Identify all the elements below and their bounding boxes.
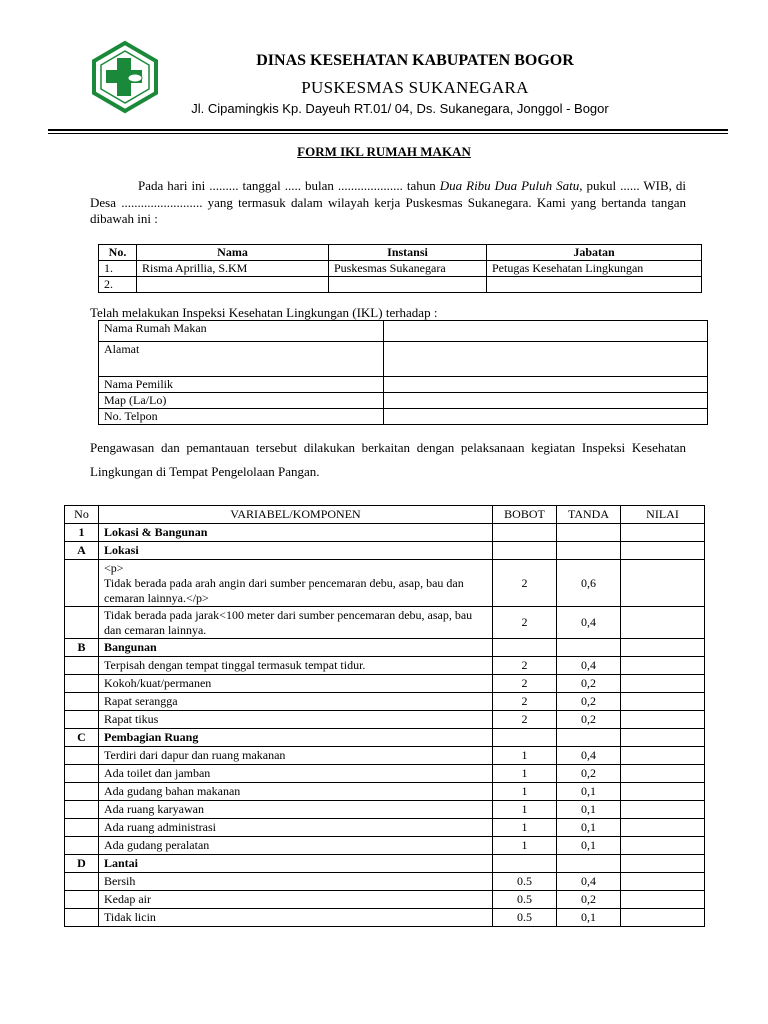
row-label: Lokasi	[99, 542, 493, 560]
table-row	[65, 639, 705, 657]
row-mark: 0,2	[557, 891, 621, 909]
table-row	[65, 607, 705, 639]
row-number: D	[65, 855, 99, 873]
cell	[329, 277, 487, 293]
row-weight	[493, 639, 557, 657]
row-weight	[493, 855, 557, 873]
row-number	[65, 693, 99, 711]
row-label: Tidak licin	[99, 909, 493, 927]
row-weight: 1	[493, 765, 557, 783]
row-mark	[557, 542, 621, 560]
row-weight: 1	[493, 783, 557, 801]
header-cell: No.	[99, 245, 137, 261]
table-row	[99, 409, 708, 425]
row-label: Ada gudang bahan makanan	[99, 783, 493, 801]
row-mark: 0,1	[557, 837, 621, 855]
row-weight: 2	[493, 657, 557, 675]
row-weight: 2	[493, 711, 557, 729]
clinic-address: Jl. Cipamingkis Kp. Dayeuh RT.01/ 04, Ds. Sukanegara, Jonggol - Bogor	[191, 101, 609, 116]
table-row	[99, 342, 708, 377]
field-value	[384, 393, 708, 409]
row-label: Terdiri dari dapur dan ruang makanan	[99, 747, 493, 765]
cell: Puskesmas Sukanegara	[329, 261, 487, 277]
field-value	[384, 321, 708, 342]
table-row	[65, 675, 705, 693]
row-weight: 2	[493, 675, 557, 693]
cell: Risma Aprillia, S.KM	[137, 261, 329, 277]
cell: 2.	[99, 277, 137, 293]
row-label: Ada gudang peralatan	[99, 837, 493, 855]
row-weight: 1	[493, 837, 557, 855]
cell	[137, 277, 329, 293]
table-row	[65, 711, 705, 729]
row-weight: 0.5	[493, 909, 557, 927]
table-row	[65, 747, 705, 765]
header-cell: NILAI	[621, 506, 705, 524]
row-number	[65, 801, 99, 819]
row-score	[621, 855, 705, 873]
row-mark: 0,1	[557, 909, 621, 927]
subject-table	[98, 320, 708, 425]
row-weight: 2	[493, 607, 557, 639]
row-score	[621, 639, 705, 657]
field-value	[384, 377, 708, 393]
row-score	[621, 891, 705, 909]
row-label: Ada ruang administrasi	[99, 819, 493, 837]
row-mark: 0,4	[557, 607, 621, 639]
header-cell: TANDA	[557, 506, 621, 524]
row-score	[621, 675, 705, 693]
row-weight: 1	[493, 801, 557, 819]
row-label: <p> Tidak berada pada arah angin dari sumber pencemaran debu, asap, bau dan cemaran lainnya.</p>	[99, 560, 493, 607]
row-label: Lantai	[99, 855, 493, 873]
row-number: A	[65, 542, 99, 560]
row-number	[65, 909, 99, 927]
table-row	[65, 837, 705, 855]
row-mark: 0,1	[557, 783, 621, 801]
row-number: C	[65, 729, 99, 747]
row-mark: 0,1	[557, 801, 621, 819]
row-score	[621, 711, 705, 729]
officers-header-row	[99, 245, 702, 261]
row-score	[621, 524, 705, 542]
table-row	[65, 909, 705, 927]
row-mark: 0,2	[557, 765, 621, 783]
cell	[487, 277, 702, 293]
row-number	[65, 819, 99, 837]
row-mark: 0,1	[557, 819, 621, 837]
officers-table	[98, 244, 702, 293]
header-cell: Nama	[137, 245, 329, 261]
intro-paragraph: Pada hari ini ......... tanggal ..... bulan .................... tahun Dua Ribu Dua Puluh Satu, pukul ...... WIB, di Desa ......................... yang termasuk dalam wilayah kerja Puskesmas Sukanegara. Kami yang bertanda tangan dibawah ini :	[90, 178, 686, 226]
table-row	[65, 729, 705, 747]
row-label: Bersih	[99, 873, 493, 891]
agency-name: DINAS KESEHATAN KABUPATEN BOGOR	[256, 52, 574, 69]
row-weight: 1	[493, 747, 557, 765]
cell: Petugas Kesehatan Lingkungan	[487, 261, 702, 277]
clinic-name: PUSKESMAS SUKANEGARA	[301, 78, 529, 97]
row-score	[621, 560, 705, 607]
row-number	[65, 783, 99, 801]
row-weight: 0.5	[493, 873, 557, 891]
table-row	[65, 783, 705, 801]
row-mark	[557, 524, 621, 542]
row-score	[621, 909, 705, 927]
table-row	[65, 891, 705, 909]
header-cell: Jabatan	[487, 245, 702, 261]
row-number	[65, 837, 99, 855]
inspection-intro: Telah melakukan Inspeksi Kesehatan Lingkungan (IKL) terhadap :	[90, 305, 438, 320]
row-score	[621, 693, 705, 711]
row-number	[65, 560, 99, 607]
table-row	[99, 321, 708, 342]
form-title: FORM IKL RUMAH MAKAN	[297, 144, 471, 159]
row-label: Kedap air	[99, 891, 493, 909]
row-score	[621, 657, 705, 675]
header-cell: Instansi	[329, 245, 487, 261]
row-mark: 0,6	[557, 560, 621, 607]
row-number	[65, 891, 99, 909]
table-row	[65, 542, 705, 560]
table-row	[65, 657, 705, 675]
table-row	[65, 693, 705, 711]
row-label: Kokoh/kuat/permanen	[99, 675, 493, 693]
purpose-paragraph: Pengawasan dan pemantauan tersebut dilakukan berkaitan dengan pelaksanaan kegiatan Inspeksi Kesehatan Lingkungan di Tempat Pengelolaan Pangan.	[90, 440, 686, 479]
checklist-header-row	[65, 506, 705, 524]
row-weight: 2	[493, 560, 557, 607]
field-value	[384, 409, 708, 425]
table-row	[99, 277, 702, 293]
field-label: Map (La/Lo)	[99, 393, 384, 409]
row-score	[621, 819, 705, 837]
checklist-table	[64, 505, 705, 927]
row-score	[621, 747, 705, 765]
table-row	[65, 873, 705, 891]
row-mark: 0,2	[557, 711, 621, 729]
header-cell: VARIABEL/KOMPONEN	[99, 506, 493, 524]
row-label: Lokasi & Bangunan	[99, 524, 493, 542]
row-label: Ada ruang karyawan	[99, 801, 493, 819]
row-mark: 0,2	[557, 675, 621, 693]
row-label: Rapat tikus	[99, 711, 493, 729]
row-number	[65, 607, 99, 639]
field-label: No. Telpon	[99, 409, 384, 425]
row-mark: 0,2	[557, 693, 621, 711]
row-weight	[493, 729, 557, 747]
header-divider-thin	[48, 133, 728, 134]
table-row	[65, 765, 705, 783]
row-score	[621, 801, 705, 819]
row-number	[65, 747, 99, 765]
table-row	[65, 819, 705, 837]
row-score	[621, 765, 705, 783]
table-row	[99, 261, 702, 277]
row-number: B	[65, 639, 99, 657]
row-score	[621, 607, 705, 639]
header-cell: BOBOT	[493, 506, 557, 524]
cell: 1.	[99, 261, 137, 277]
table-row	[65, 524, 705, 542]
table-row	[65, 855, 705, 873]
field-label: Nama Rumah Makan	[99, 321, 384, 342]
row-label: Tidak berada pada jarak<100 meter dari sumber pencemaran debu, asap, bau dan cemaran lainnya.	[99, 607, 493, 639]
row-label: Pembagian Ruang	[99, 729, 493, 747]
row-number	[65, 657, 99, 675]
table-row	[99, 393, 708, 409]
checklist-body	[65, 524, 705, 927]
row-mark: 0,4	[557, 747, 621, 765]
row-label: Ada toilet dan jamban	[99, 765, 493, 783]
row-score	[621, 873, 705, 891]
row-score	[621, 729, 705, 747]
row-mark: 0,4	[557, 657, 621, 675]
field-label: Alamat	[99, 342, 384, 377]
row-weight: 2	[493, 693, 557, 711]
row-score	[621, 783, 705, 801]
row-label: Bangunan	[99, 639, 493, 657]
row-number: 1	[65, 524, 99, 542]
field-label: Nama Pemilik	[99, 377, 384, 393]
row-mark	[557, 855, 621, 873]
row-number	[65, 873, 99, 891]
header-divider	[48, 129, 728, 131]
row-score	[621, 542, 705, 560]
row-number	[65, 765, 99, 783]
table-row	[65, 801, 705, 819]
row-mark	[557, 729, 621, 747]
row-weight: 1	[493, 819, 557, 837]
row-label: Terpisah dengan tempat tinggal termasuk tempat tidur.	[99, 657, 493, 675]
row-weight	[493, 542, 557, 560]
header-cell: No	[65, 506, 99, 524]
row-number	[65, 711, 99, 729]
row-label: Rapat serangga	[99, 693, 493, 711]
row-score	[621, 837, 705, 855]
row-number	[65, 675, 99, 693]
row-weight: 0.5	[493, 891, 557, 909]
row-weight	[493, 524, 557, 542]
table-row	[99, 377, 708, 393]
field-value	[384, 342, 708, 377]
table-row	[65, 560, 705, 607]
row-mark: 0,4	[557, 873, 621, 891]
row-mark	[557, 639, 621, 657]
